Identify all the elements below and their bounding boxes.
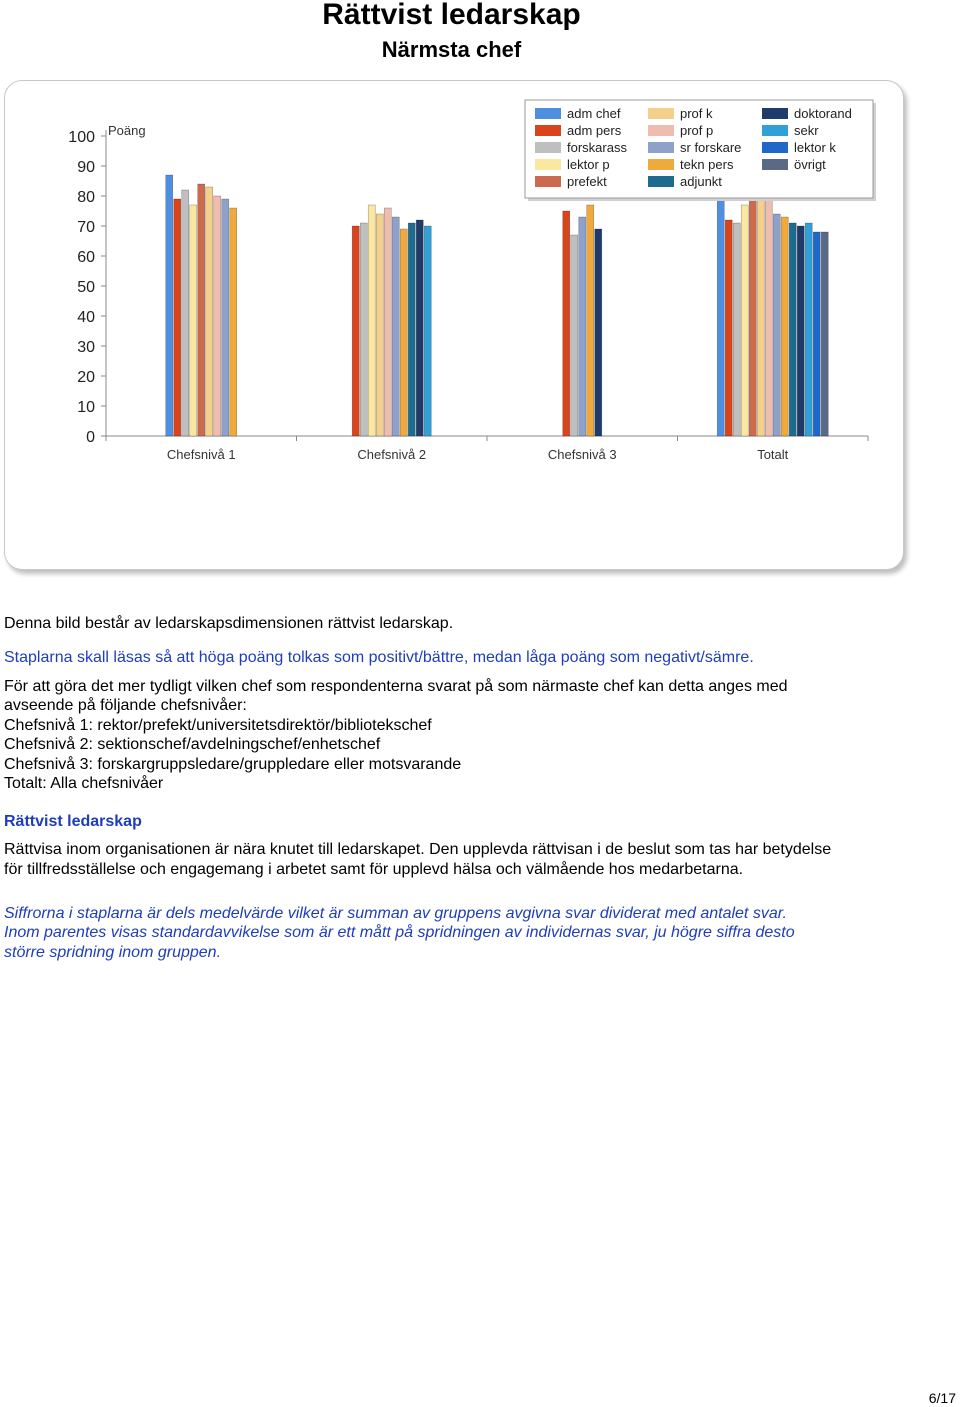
bar — [789, 223, 796, 436]
legend-swatch — [648, 176, 674, 187]
legend-swatch — [535, 176, 561, 187]
legend-label: forskarass — [567, 140, 627, 155]
bar — [813, 232, 820, 436]
bar — [781, 217, 788, 436]
page-title: Rättvist ledarskap — [322, 0, 581, 31]
y-tick-label: 70 — [77, 219, 95, 236]
legend-label: tekn pers — [680, 157, 734, 172]
legend-swatch — [535, 125, 561, 136]
bar — [733, 223, 740, 436]
bar — [749, 184, 756, 436]
legend-swatch — [535, 159, 561, 170]
bar — [384, 208, 391, 436]
y-tick-label: 80 — [77, 189, 95, 206]
bar — [198, 184, 205, 436]
legend-label: prof k — [680, 106, 713, 121]
bar — [352, 226, 359, 436]
legend-label: adjunkt — [680, 174, 722, 189]
level-2-definition: Chefsnivå 2: sektionschef/avdelningschef/enhetschef — [4, 736, 381, 753]
bar — [805, 223, 812, 436]
page-number: 6/17 — [928, 1390, 956, 1406]
y-tick-label: 50 — [77, 279, 95, 296]
legend-swatch — [648, 125, 674, 136]
bar — [416, 220, 423, 436]
legend-label: lektor k — [794, 140, 836, 155]
legend-swatch — [648, 159, 674, 170]
legend-label: övrigt — [794, 157, 826, 172]
page-subtitle: Närmsta chef — [381, 37, 522, 62]
description-line1: Rättvisa inom organisationen är nära knutet till ledarskapet. Den upplevda rättvisan i de beslut som tas har betydelse — [4, 841, 832, 858]
bar — [563, 211, 570, 436]
levels-intro-line1: För att göra det mer tydligt vilken chef som respondenterna svarat på som närmaste chef kan detta anges med — [4, 678, 788, 695]
bar — [368, 205, 375, 436]
bar — [797, 226, 804, 436]
bar — [360, 223, 367, 436]
note-line3: större spridning inom gruppen. — [4, 944, 222, 961]
legend-swatch — [535, 142, 561, 153]
legend-label: doktorand — [794, 106, 852, 121]
legend-label: sr forskare — [680, 140, 742, 155]
bar — [821, 232, 828, 436]
legend-label: adm chef — [567, 106, 621, 121]
legend-label: sekr — [794, 123, 819, 138]
note-line1: Siffrorna i staplarna är dels medelvärde vilket är summan av gruppens avgivna svar dividerat med antalet svar. — [4, 905, 787, 922]
bar — [741, 205, 748, 436]
bar — [392, 217, 399, 436]
reading-instruction: Staplarna skall läsas så att höga poäng tolkas som positivt/bättre, medan låga poäng som negativt/sämre. — [4, 649, 754, 666]
bar — [376, 214, 383, 436]
bar — [190, 205, 197, 436]
bar — [579, 217, 586, 436]
legend-label: lektor p — [567, 157, 610, 172]
x-tick-label: Totalt — [757, 447, 789, 462]
y-tick-label: 40 — [77, 309, 95, 326]
total-definition: Totalt: Alla chefsnivåer — [4, 775, 164, 792]
y-tick-label: 100 — [68, 129, 95, 146]
legend-swatch — [648, 108, 674, 119]
y-tick-label: 20 — [77, 369, 95, 386]
x-tick-label: Chefsnivå 2 — [357, 447, 427, 462]
y-axis-label: Poäng — [108, 123, 146, 138]
bar — [400, 229, 407, 436]
bar — [166, 175, 173, 436]
bar — [571, 235, 578, 436]
bar — [222, 199, 229, 436]
bar — [717, 163, 724, 436]
bar-chart — [0, 0, 960, 600]
legend-swatch — [762, 142, 788, 153]
legend-label: prefekt — [567, 174, 607, 189]
bar — [182, 190, 189, 436]
bar — [773, 214, 780, 436]
level-1-definition: Chefsnivå 1: rektor/prefekt/universitetsdirektör/bibliotekschef — [4, 717, 432, 734]
y-tick-label: 60 — [77, 249, 95, 266]
legend-swatch — [762, 108, 788, 119]
legend-swatch — [648, 142, 674, 153]
section-heading: Rättvist ledarskap — [4, 813, 142, 830]
levels-intro-line2: avseende på följande chefsnivåer: — [4, 697, 247, 714]
intro-text: Denna bild består av ledarskapsdimensionen rättvist ledarskap. — [4, 615, 454, 632]
legend-label: prof p — [680, 123, 714, 138]
bar — [757, 190, 764, 436]
bar — [725, 220, 732, 436]
y-tick-label: 10 — [77, 399, 95, 416]
y-tick-label: 0 — [86, 429, 95, 446]
bar — [206, 187, 213, 436]
bar — [424, 226, 431, 436]
x-tick-label: Chefsnivå 1 — [166, 447, 236, 462]
note-line2: Inom parentes visas standardavvikelse som är ett mått på spridningen av individernas svar, ju högre siffra desto — [4, 924, 795, 941]
bar — [230, 208, 237, 436]
bar — [408, 223, 415, 436]
description-line2: för tillfredsställelse och engagemang i arbetet samt för upplevd hälsa och välmående hos medarbetarna. — [4, 861, 744, 878]
legend-swatch — [535, 108, 561, 119]
legend-swatch — [762, 125, 788, 136]
legend-label: adm pers — [567, 123, 622, 138]
y-tick-label: 90 — [77, 159, 95, 176]
level-3-definition: Chefsnivå 3: forskargruppsledare/gruppledare eller motsvarande — [4, 756, 462, 773]
y-tick-label: 30 — [77, 339, 95, 356]
bar — [174, 199, 181, 436]
legend-swatch — [762, 159, 788, 170]
bar — [765, 196, 772, 436]
bar — [595, 229, 602, 436]
bar — [587, 205, 594, 436]
x-tick-label: Chefsnivå 3 — [547, 447, 617, 462]
bar — [214, 196, 221, 436]
